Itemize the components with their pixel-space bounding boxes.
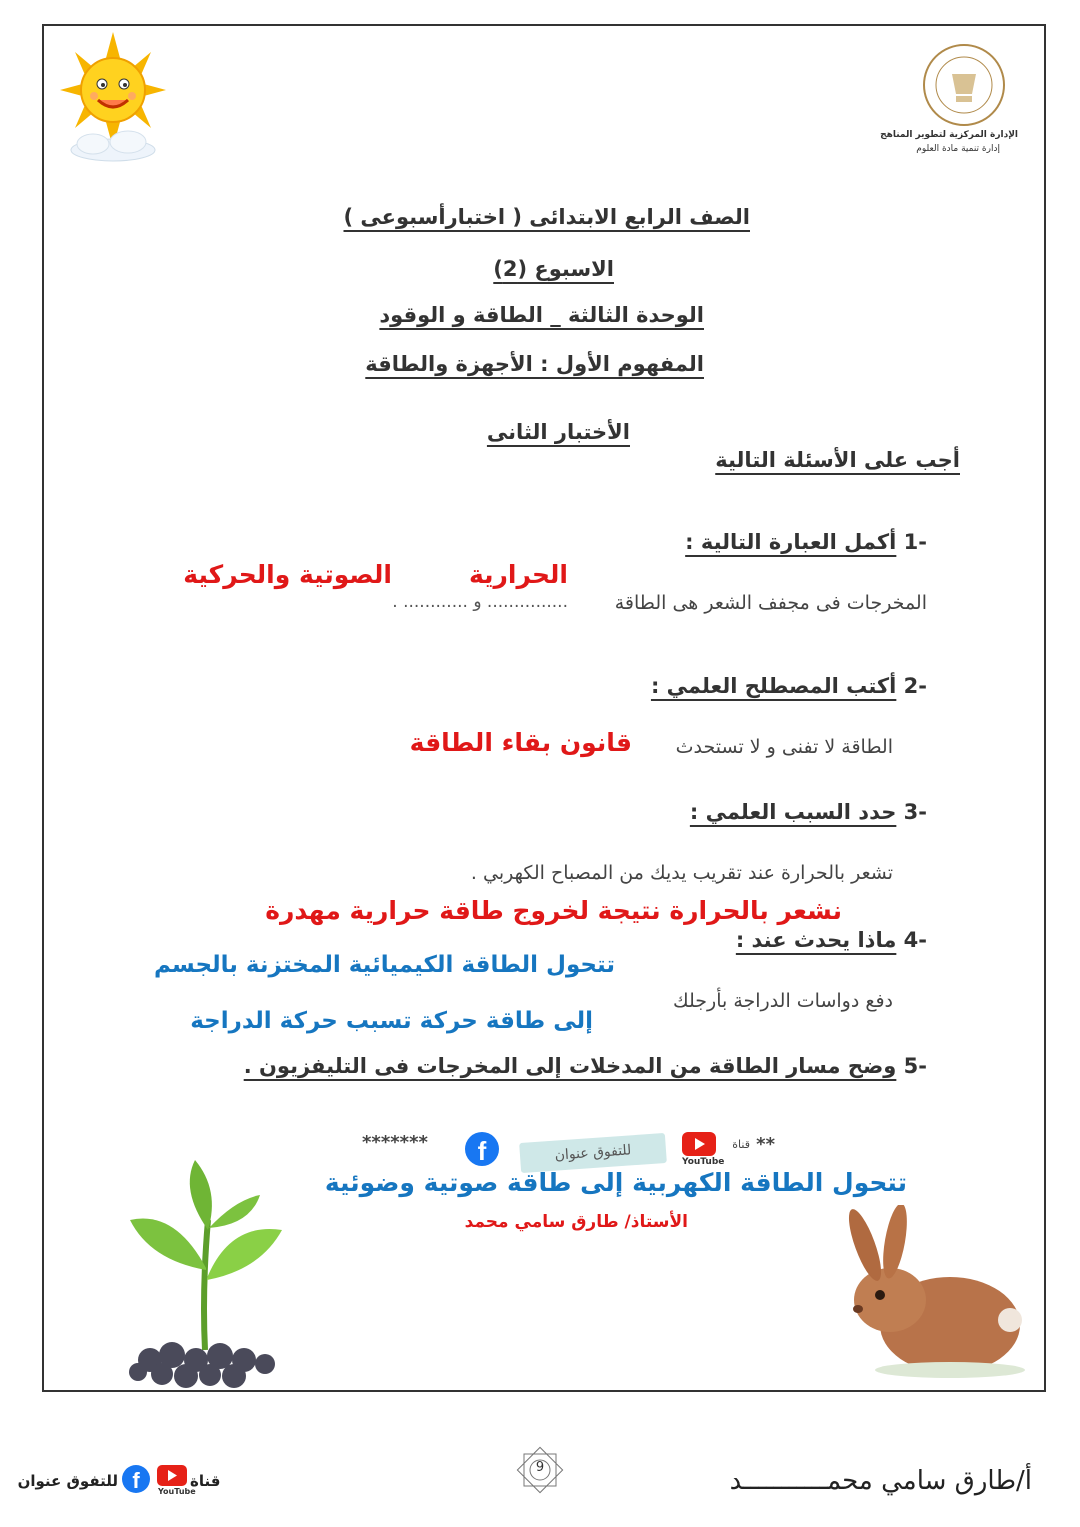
answer-2: قانون بقاء الطاقة [409,728,632,757]
answer-1b: الصوتية والحركية [183,560,392,589]
instruction-heading: أجب على الأسئلة التالية [715,448,960,472]
question-4-body: دفع دواسات الدراجة بأرجلك [672,990,893,1012]
question-2-body: الطاقة لا تفنى و لا تستحدث [675,736,893,758]
answer-4b: إلى طاقة حركة تسبب حركة الدراجة [190,1008,593,1034]
footer-youtube-label: YouTube [158,1487,196,1496]
question-5-title [244,1054,927,1078]
unit-heading: الوحدة الثالثة _ الطاقة و الوقود [379,303,704,327]
ministry-seal-icon [912,42,1016,128]
footer-teacher-name: أ/طارق سامي محمـــــــــــد [729,1466,1032,1496]
question-text: وضح مسار الطاقة من المدخلات إلى المخرجات فى التليفزيون . [243,1054,897,1078]
page-number-badge [510,1440,570,1500]
question-3-body: تشعر بالحرارة عند تقريب يديك من المصباح الكهربي . [470,862,893,884]
question-number: -3 [903,800,927,824]
logo-caption-2: إدارة تنمية مادة العلوم [916,144,1000,154]
footer-youtube-icon [157,1465,187,1486]
question-2-title [651,674,927,698]
watermark-channel-word: قناة [732,1138,750,1151]
logo-caption-1: الإدارة المركزية لتطوير المناهج [880,130,1018,140]
question-text: أكمل العبارة التالية : [685,530,897,554]
question-number: -5 [903,1054,927,1078]
page-title: الصف الرابع الابتدائى ( اختبارأسبوعى ) [343,205,750,229]
answer-5: تتحول الطاقة الكهربية إلى طاقة صوتية وضوئية [324,1168,907,1197]
stars-left: ******* [362,1132,428,1153]
footer-channel-name: للتفوق عنوان [17,1472,118,1490]
plant-icon [110,1150,300,1390]
question-3-title [690,800,927,824]
question-4-title [736,928,927,952]
rabbit-icon [830,1205,1030,1385]
question-number: -4 [903,928,927,952]
week-heading: الاسبوع (2) [493,257,614,281]
concept-heading: المفهوم الأول : الأجهزة والطاقة [365,352,704,376]
answer-3: نشعر بالحرارة نتيجة لخروج طاقة حرارية مهدرة [265,896,842,925]
question-1-body: المخرجات فى مجفف الشعر هى الطاقة [614,592,927,614]
test-heading: الأختبار الثانى [486,420,630,444]
teacher-name: الأستاذ/ طارق سامي محمد [464,1212,688,1232]
stars-right: ** [756,1134,775,1155]
answer-1a: الحرارية [468,560,568,589]
question-number: -2 [903,674,927,698]
facebook-icon: f [465,1132,499,1166]
question-text: أكتب المصطلح العلمي : [650,674,897,698]
question-text: ماذا يحدث عند : [735,928,897,952]
question-1-title [685,530,927,554]
answer-4a: تتحول الطاقة الكيميائية المختزنة بالجسم [154,952,615,978]
question-1-blank: ............... و ............ . [392,592,568,612]
question-text: حدد السبب العلمي : [689,800,897,824]
question-number: -1 [903,530,927,554]
page-number: 9 [535,1460,545,1475]
watermark-banner: للتفوق عنوان [519,1133,667,1173]
sun-cloud-icon [58,30,168,165]
footer-facebook-icon: f [122,1465,150,1493]
youtube-label: YouTube [682,1157,725,1167]
ministry-logo [912,42,1016,128]
footer-channel-prefix: قناة [190,1472,221,1490]
youtube-icon [682,1132,716,1156]
